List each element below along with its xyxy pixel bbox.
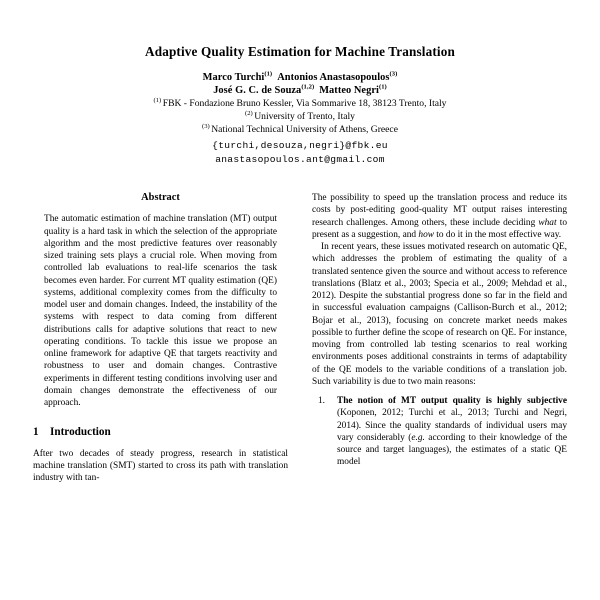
author-name: Antonios Anastasopoulos (277, 72, 390, 83)
abstract-text: The automatic estimation of machine translation (MT) output quality is a hard task in which the selection of the appropriate algorithm and the most predictive features over reasonably sized training sets plays a crucial role. When moving from controlled lab evaluations to real-life scenarios the task becomes even harder. For current MT quality estimation (QE) systems, additional complexity comes from the difficulty to model user and domain changes. Indeed, the instability of the systems with respect to data coming from different distributions calls for adaptive solutions that react to new operating conditions. To tackle this issue we propose an online framework for adaptive QE that targets reactivity and robustness to user and domain changes. Contrastive experiments in different testing conditions involving user and domain changes demonstrate the effectiveness of our approach. (44, 214, 277, 408)
author-name: Marco Turchi (202, 72, 265, 83)
emphasis-how: how (418, 229, 434, 240)
list-item-text: according to their knowledge of the source and target languages), the estimates of a static QE model (337, 432, 567, 468)
list-item-text: (Koponen, 2012; Turchi et al., 2013; Turchi and Negri, 2014). Since the quality standards of individual users may vary considerably ( (337, 408, 567, 443)
list-item-marker: 1. (318, 396, 326, 406)
emphasis-eg: e.g. (411, 432, 425, 443)
affiliation-marker: (1) (153, 97, 162, 105)
paragraph-segment: to present as a suggestion, and (312, 217, 567, 240)
abstract-block (44, 192, 277, 409)
right-column (312, 192, 567, 469)
paper-header (0, 44, 600, 167)
author-affiliation-marker: (3) (389, 70, 398, 78)
author-affiliation-marker: (1) (264, 70, 273, 78)
author-affiliation-marker: (1,2) (301, 83, 315, 91)
list-item (312, 395, 567, 469)
introduction-paragraph: After two decades of steady progress, research in statistical machine translation (SMT) started to cross its path with translation industry with tan- (33, 448, 288, 483)
author-name: Matteo Negri (319, 85, 379, 97)
right-paragraph-2: In recent years, these issues motivated research on automatic QE, which addresses the problem of estimating the quality of a translated sentence given the source and without access to reference translations (Blatz et al., 2003; Specia et al., 2009; Mehdad et al., 2012). Despite the substantial progress done so far in the field and in successful evaluation campaigns (Callison-Burch et al., 2012; Bojar et al., 2013), focusing on concrete market needs makes possible to further define the scope of research on QE. For instance, moving from controlled lab testing scenarios to real working environments poses additional constraints in terms of adaptability of the QE models to the variable conditions of a translation job. Such variability is due to two main reasons: (312, 242, 567, 387)
paper-title: Adaptive Quality Estimation for Machine Translation (145, 44, 455, 59)
affiliation-3 (0, 123, 600, 136)
author-line-1 (0, 71, 600, 84)
affiliation-1 (0, 97, 600, 110)
paragraph-segment: to do it in the most effective way. (433, 229, 562, 240)
emphasis-what: what (538, 217, 557, 228)
affiliation-text: National Technical University of Athens, Greece (211, 124, 398, 136)
numbered-list (312, 395, 567, 469)
author-affiliation-marker: (1) (378, 83, 387, 91)
author-line-2 (0, 84, 600, 97)
email-address-group[interactable]: {turchi,desouza,negri}@fbk.eu (212, 140, 388, 152)
section-number: 1 (33, 426, 39, 439)
section-heading-introduction (33, 426, 288, 438)
author-name: José G. C. de Souza (213, 85, 302, 97)
affiliation-text: University of Trento, Italy (254, 111, 355, 123)
left-column (33, 192, 288, 484)
right-paragraph-1 (312, 192, 567, 241)
affiliation-2 (0, 110, 600, 123)
affiliation-marker: (2) (245, 110, 253, 118)
abstract-heading: Abstract (141, 192, 180, 203)
paragraph-segment: The possibility to speed up the translation process and reduce its costs by post-editing good-quality MT output raises interesting research challenges. Among others, these include deciding (312, 193, 567, 228)
affiliation-marker: (3) (202, 123, 210, 131)
list-item-lead: The notion of MT output quality is highly subjective (337, 396, 567, 406)
email-address-personal[interactable]: anastasopoulos.ant@gmail.com (215, 154, 385, 166)
affiliation-text: FBK - Fondazione Bruno Kessler, Via Sommarive 18, 38123 Trento, Italy (162, 98, 447, 110)
section-title: Introduction (50, 426, 111, 439)
email-block (0, 139, 600, 167)
